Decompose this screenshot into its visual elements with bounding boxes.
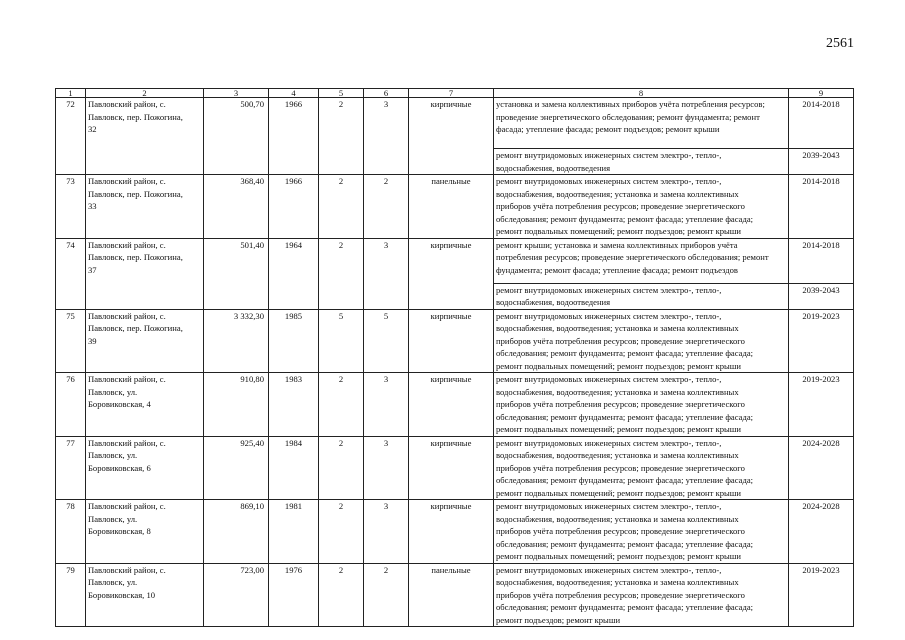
entrances-cell: 3	[364, 436, 409, 500]
period-cell: 2019-2023	[789, 563, 854, 627]
text-line: Павловск, пер. Пожогина,	[88, 188, 183, 199]
address-cell	[86, 563, 204, 627]
floors-cell: 2	[319, 563, 364, 627]
column-number: 1	[56, 89, 86, 98]
area-cell: 869,10	[204, 500, 269, 564]
text-line: фундамента; ремонт фасада; утепление фасада; ремонт подъездов	[496, 264, 738, 275]
column-number: 9	[789, 89, 854, 98]
text-line: водоснабжения, водоотведения; установка и замена коллективных	[496, 323, 739, 333]
text-line: обследования; ремонт фундамента; ремонт фасада; утепление фасада;	[496, 348, 754, 358]
entrances-cell: 3	[364, 98, 409, 175]
text-line: Павловск, ул.	[88, 513, 138, 524]
wall-material-cell: кирпичные	[409, 373, 494, 437]
period-cell: 2024-2028	[789, 436, 854, 500]
address-cell	[86, 98, 204, 175]
address-cell	[86, 175, 204, 239]
text-line: Боровиковская, 8	[88, 526, 151, 536]
text-line: Павловск, пер. Пожогина,	[88, 111, 183, 122]
text-line: приборов учёта потребления ресурсов; проведение энергетического	[496, 399, 745, 409]
text-line: приборов учёта потребления ресурсов; проведение энергетического	[496, 201, 745, 211]
works-cell	[494, 373, 789, 437]
column-number: 4	[269, 89, 319, 98]
area-cell: 723,00	[204, 563, 269, 627]
floors-cell: 5	[319, 309, 364, 373]
wall-material-cell: кирпичные	[409, 238, 494, 309]
table-body	[56, 98, 854, 627]
period-cell: 2039-2043	[789, 283, 854, 309]
row-number: 73	[56, 175, 86, 239]
entrances-cell: 3	[364, 373, 409, 437]
text-line: водоснабжения, водоотведения	[496, 162, 611, 173]
table-row	[56, 436, 854, 500]
row-number: 79	[56, 563, 86, 627]
text-line: ремонт подвальных помещений; ремонт подъездов; ремонт крыши	[496, 360, 742, 371]
works-cell	[494, 149, 789, 175]
period-cell: 2014-2018	[789, 98, 854, 149]
text-line: 37	[88, 264, 97, 275]
year-cell: 1985	[269, 309, 319, 373]
text-line: Павловский район, с.	[88, 310, 166, 321]
entrances-cell: 3	[364, 500, 409, 564]
text-line: водоснабжения, водоотведения; установка и замена коллективных	[496, 188, 739, 199]
year-cell: 1983	[269, 373, 319, 437]
text-line: водоснабжения, водоотведения; установка и замена коллективных	[496, 386, 739, 397]
text-line: ремонт подвальных помещений; ремонт подъездов; ремонт крыши	[496, 424, 742, 434]
text-line: обследования; ремонт фундамента; ремонт фасада; утепление фасада;	[496, 213, 754, 224]
wall-material-cell: кирпичные	[409, 436, 494, 500]
table-row	[56, 309, 854, 373]
text-line: ремонт внутридомовых инженерных систем электро-, тепло-,	[496, 564, 722, 575]
capital-repair-table	[55, 88, 854, 627]
text-line: приборов учёта потребления ресурсов; проведение энергетического	[496, 526, 745, 536]
works-cell	[494, 563, 789, 627]
text-line: обследования; ремонт фундамента; ремонт фасада; утепление фасада;	[496, 411, 754, 422]
text-line: обследования; ремонт фундамента; ремонт фасада; утепление фасада;	[496, 538, 754, 549]
text-line: приборов учёта потребления ресурсов; проведение энергетического	[496, 462, 745, 473]
text-line: Павловский район, с.	[88, 176, 166, 186]
table-row	[56, 175, 854, 239]
address-cell	[86, 373, 204, 437]
entrances-cell: 3	[364, 238, 409, 309]
year-cell: 1966	[269, 175, 319, 239]
works-cell	[494, 98, 789, 149]
text-line: водоснабжения, водоотведения; установка и замена коллективных	[496, 450, 739, 460]
wall-material-cell: панельные	[409, 563, 494, 627]
row-number: 76	[56, 373, 86, 437]
table-row	[56, 238, 854, 283]
works-cell	[494, 283, 789, 309]
column-number: 3	[204, 89, 269, 98]
wall-material-cell: кирпичные	[409, 98, 494, 175]
table-row	[56, 98, 854, 149]
period-cell: 2014-2018	[789, 238, 854, 283]
row-number: 77	[56, 436, 86, 500]
address-cell	[86, 309, 204, 373]
text-line: проведение энергетического обследования; ремонт фундамента; ремонт	[496, 111, 760, 122]
year-cell: 1976	[269, 563, 319, 627]
page-number: 2561	[826, 36, 854, 51]
year-cell: 1984	[269, 436, 319, 500]
row-number: 75	[56, 309, 86, 373]
text-line: Павловск, пер. Пожогина,	[88, 323, 183, 333]
address-cell	[86, 436, 204, 500]
column-number: 5	[319, 89, 364, 98]
text-line: фасада; утепление фасада; ремонт подъездов; ремонт крыши	[496, 124, 720, 134]
text-line: ремонт подвальных помещений; ремонт подъездов; ремонт крыши	[496, 551, 742, 561]
text-line: ремонт внутридомовых инженерных систем электро-, тепло-,	[496, 374, 722, 384]
works-cell	[494, 238, 789, 283]
entrances-cell: 5	[364, 309, 409, 373]
text-line: ремонт подъездов; ремонт крыши	[496, 614, 621, 625]
text-line: Павловск, пер. Пожогина,	[88, 252, 183, 262]
text-line: ремонт крыши; установка и замена коллективных приборов учёта	[496, 239, 738, 250]
row-number: 74	[56, 238, 86, 309]
text-line: ремонт внутридомовых инженерных систем электро-, тепло-,	[496, 150, 722, 160]
floors-cell: 2	[319, 500, 364, 564]
year-cell: 1966	[269, 98, 319, 175]
floors-cell: 2	[319, 373, 364, 437]
text-line: приборов учёта потребления ресурсов; проведение энергетического	[496, 335, 745, 346]
entrances-cell: 2	[364, 563, 409, 627]
table-row	[56, 500, 854, 564]
table-row	[56, 563, 854, 627]
text-line: ремонт подвальных помещений; ремонт подъездов; ремонт крыши	[496, 226, 742, 236]
area-cell: 368,40	[204, 175, 269, 239]
table-row	[56, 373, 854, 437]
text-line: Павловский район, с.	[88, 564, 166, 575]
wall-material-cell: кирпичные	[409, 309, 494, 373]
floors-cell: 2	[319, 238, 364, 309]
floors-cell: 2	[319, 175, 364, 239]
text-line: Павловский район, с.	[88, 437, 166, 448]
text-line: Павловский район, с.	[88, 374, 166, 384]
address-cell	[86, 500, 204, 564]
text-line: Павловский район, с.	[88, 501, 166, 511]
text-line: ремонт подвальных помещений; ремонт подъездов; ремонт крыши	[496, 487, 742, 498]
entrances-cell: 2	[364, 175, 409, 239]
address-cell	[86, 238, 204, 309]
text-line: ремонт внутридомовых инженерных систем электро-, тепло-,	[496, 284, 722, 295]
works-cell	[494, 436, 789, 500]
text-line: 39	[88, 335, 97, 346]
area-cell: 925,40	[204, 436, 269, 500]
text-line: водоснабжения, водоотведения; установка и замена коллективных	[496, 513, 739, 524]
period-cell: 2024-2028	[789, 500, 854, 564]
works-cell	[494, 500, 789, 564]
text-line: ремонт внутридомовых инженерных систем электро-, тепло-,	[496, 176, 722, 186]
text-line: ремонт внутридомовых инженерных систем электро-, тепло-,	[496, 437, 722, 448]
text-line: обследования; ремонт фундамента; ремонт фасада; утепление фасада;	[496, 602, 754, 612]
works-cell	[494, 309, 789, 373]
text-line: потребления ресурсов; проведение энергетического обследования; ремонт	[496, 252, 769, 262]
floors-cell: 2	[319, 98, 364, 175]
text-line: ремонт внутридомовых инженерных систем электро-, тепло-,	[496, 310, 722, 321]
column-number: 8	[494, 89, 789, 98]
column-number: 7	[409, 89, 494, 98]
text-line: Боровиковская, 6	[88, 462, 151, 473]
floors-cell: 2	[319, 436, 364, 500]
text-line: ремонт внутридомовых инженерных систем электро-, тепло-,	[496, 501, 722, 511]
text-line: обследования; ремонт фундамента; ремонт фасада; утепление фасада;	[496, 475, 754, 485]
text-line: водоснабжения, водоотведения	[496, 297, 611, 307]
row-number: 78	[56, 500, 86, 564]
text-line: Боровиковская, 4	[88, 399, 151, 409]
period-cell: 2014-2018	[789, 175, 854, 239]
column-number: 2	[86, 89, 204, 98]
area-cell: 3 332,30	[204, 309, 269, 373]
text-line: водоснабжения, водоотведения; установка и замена коллективных	[496, 577, 739, 587]
text-line: Павловский район, с.	[88, 239, 166, 250]
text-line: Павловск, ул.	[88, 450, 138, 460]
area-cell: 910,80	[204, 373, 269, 437]
area-cell: 501,40	[204, 238, 269, 309]
works-cell	[494, 175, 789, 239]
year-cell: 1981	[269, 500, 319, 564]
wall-material-cell: панельные	[409, 175, 494, 239]
period-cell: 2019-2023	[789, 373, 854, 437]
row-number: 72	[56, 98, 86, 175]
text-line: установка и замена коллективных приборов учёта потребления ресурсов;	[496, 99, 765, 109]
year-cell: 1964	[269, 238, 319, 309]
text-line: Павловск, ул.	[88, 386, 138, 397]
text-line: Боровиковская, 10	[88, 589, 156, 600]
text-line: Павловск, ул.	[88, 577, 138, 587]
column-number: 6	[364, 89, 409, 98]
column-number-row	[56, 89, 854, 98]
text-line: Павловский район, с.	[88, 99, 166, 109]
wall-material-cell: кирпичные	[409, 500, 494, 564]
period-cell: 2019-2023	[789, 309, 854, 373]
period-cell: 2039-2043	[789, 149, 854, 175]
text-line: 32	[88, 124, 97, 134]
text-line: приборов учёта потребления ресурсов; проведение энергетического	[496, 589, 745, 600]
area-cell: 500,70	[204, 98, 269, 175]
text-line: 33	[88, 201, 97, 211]
